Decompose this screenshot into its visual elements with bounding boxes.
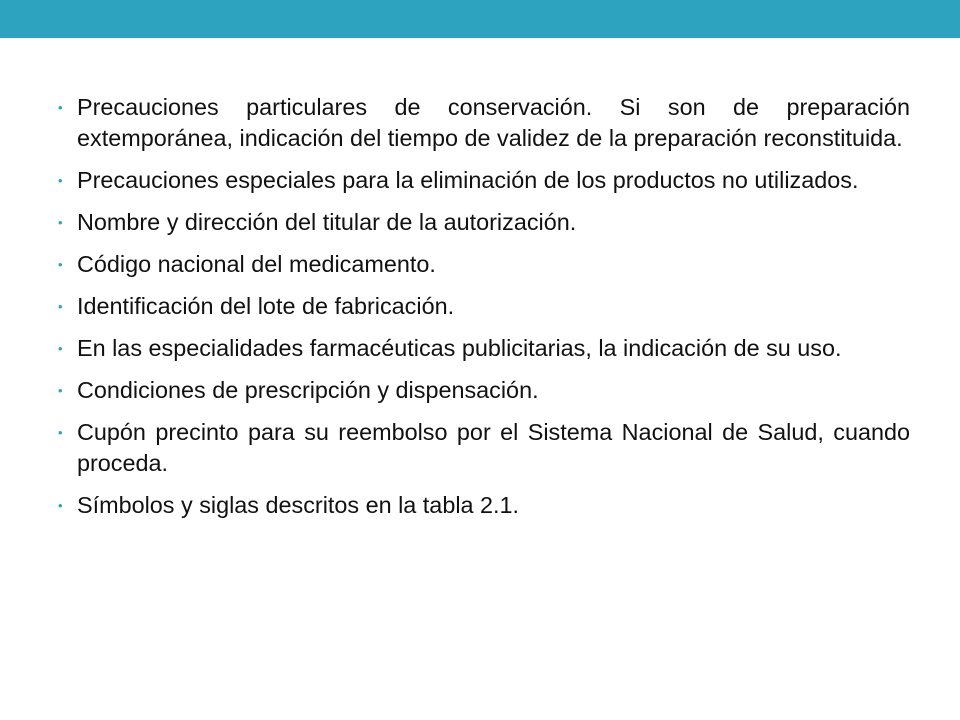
bullet-dot-icon: • bbox=[58, 100, 63, 115]
bullet-text: Código nacional del medicamento. bbox=[77, 251, 436, 277]
bullet-text: Cupón precinto para su reembolso por el Sistema Nacional de Salud, cuando proceda. bbox=[77, 419, 910, 476]
bullet-dot-icon: • bbox=[58, 341, 63, 356]
bullet-item bbox=[58, 417, 910, 479]
bullet-dot-icon: • bbox=[58, 173, 63, 188]
bullet-dot-icon: • bbox=[58, 425, 63, 440]
slide-content bbox=[58, 92, 910, 532]
bullet-item bbox=[58, 165, 910, 196]
bullet-list bbox=[58, 92, 910, 521]
bullet-dot-icon: • bbox=[58, 383, 63, 398]
bullet-dot-icon: • bbox=[58, 498, 63, 513]
bullet-dot-icon: • bbox=[58, 215, 63, 230]
bullet-text: Precauciones particulares de conservación. Si son de preparación extemporánea, indicación del tiempo de validez de la preparación reconstituida. bbox=[77, 94, 910, 151]
bullet-text: Nombre y dirección del titular de la autorización. bbox=[77, 209, 577, 235]
bullet-item bbox=[58, 291, 910, 322]
bullet-text: Condiciones de prescripción y dispensación. bbox=[77, 377, 539, 403]
bullet-item bbox=[58, 207, 910, 238]
bullet-text: En las especialidades farmacéuticas publicitarias, la indicación de su uso. bbox=[77, 335, 842, 361]
bullet-item bbox=[58, 490, 910, 521]
bullet-text: Símbolos y siglas descritos en la tabla 2.1. bbox=[77, 492, 520, 518]
bullet-text: Precauciones especiales para la eliminación de los productos no utilizados. bbox=[77, 167, 859, 193]
bullet-dot-icon: • bbox=[58, 257, 63, 272]
bullet-item bbox=[58, 333, 910, 364]
bullet-item bbox=[58, 92, 910, 154]
bullet-item bbox=[58, 375, 910, 406]
bullet-item bbox=[58, 249, 910, 280]
bullet-text: Identificación del lote de fabricación. bbox=[77, 293, 455, 319]
header-bar bbox=[0, 0, 960, 38]
bullet-dot-icon: • bbox=[58, 299, 63, 314]
